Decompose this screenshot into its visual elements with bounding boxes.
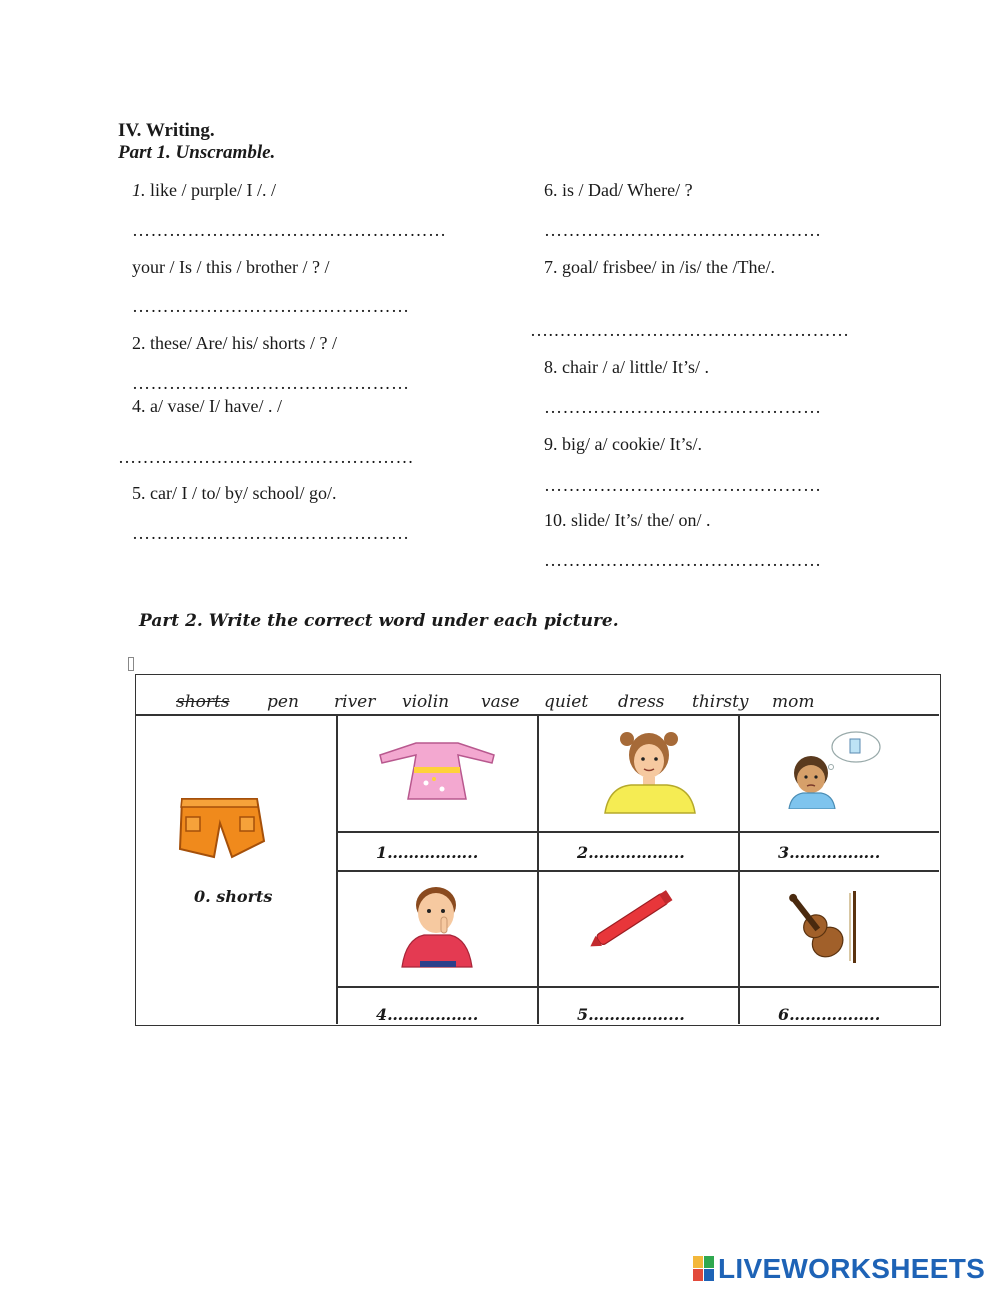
- table-move-handle[interactable]: [128, 657, 134, 671]
- answer-4[interactable]: 4……………..: [376, 1005, 479, 1024]
- question-1: 1. like / purple/ I /. /: [132, 180, 276, 200]
- question-9: 9. big/ a/ cookie/ It’s/.: [544, 434, 702, 454]
- answer-6[interactable]: 6……………..: [778, 1005, 881, 1024]
- word-bank-thirsty: thirsty: [692, 692, 749, 712]
- table-line: [336, 986, 939, 988]
- table-line: [336, 714, 338, 1024]
- word-bank-pen: pen: [267, 692, 299, 712]
- logo-text: LIVEWORKSHEETS: [718, 1253, 986, 1284]
- table-line: [738, 714, 740, 1024]
- dress-image: [376, 737, 498, 805]
- word-bank-dress: dress: [618, 692, 665, 712]
- answer-line-1b[interactable]: ………………………………………: [132, 296, 410, 316]
- answer-line-9[interactable]: ………………………………………: [544, 475, 822, 495]
- question-4: 4. a/ vase/ I/ have/ . /: [132, 396, 282, 416]
- answer-line-4[interactable]: …………………………………………: [118, 447, 414, 467]
- word-bank-mom: mom: [772, 692, 815, 712]
- part1-title: Part 1. Unscramble.: [118, 142, 276, 163]
- word-bank-shorts: shorts: [176, 692, 230, 712]
- answer-line-2[interactable]: ………………………………………: [132, 373, 410, 393]
- question-8: 8. chair / a/ little/ It’s/ .: [544, 357, 709, 377]
- section-title: IV. Writing.: [118, 120, 215, 141]
- answer-line-8[interactable]: ………………………………………: [544, 397, 822, 417]
- answer-2[interactable]: 2……………...: [577, 843, 685, 862]
- girl-image: [601, 729, 699, 815]
- answer-3[interactable]: 3……………..: [778, 843, 881, 862]
- answer-5[interactable]: 5……………...: [577, 1005, 685, 1024]
- example-answer: 0. shorts: [194, 887, 273, 906]
- question-2: 2. these/ Are/ his/ shorts / ? /: [132, 333, 337, 353]
- answer-line-10[interactable]: ………………………………………: [544, 550, 822, 570]
- shorts-image: [172, 793, 267, 863]
- thirsty-boy-image: [781, 727, 885, 809]
- question-7: 7. goal/ frisbee/ in /is/ the /The/.: [544, 257, 775, 277]
- part2-title: Part 2. Write the correct word under each picture.: [139, 611, 619, 631]
- question-6: 6. is / Dad/ Where/ ?: [544, 180, 693, 200]
- word-bank-river: river: [334, 692, 376, 712]
- answer-1[interactable]: 1……………..: [376, 843, 479, 862]
- answer-line-1[interactable]: ……………………………………………: [132, 220, 447, 240]
- liveworksheets-logo[interactable]: [693, 1253, 985, 1285]
- word-bank-violin: violin: [402, 692, 450, 712]
- table-line: [336, 870, 939, 872]
- picture-table: [135, 674, 941, 1026]
- answer-line-5[interactable]: ………………………………………: [132, 523, 410, 543]
- word-bank-quiet: quiet: [544, 692, 589, 712]
- question-1b: your / Is / this / brother / ? /: [132, 257, 330, 277]
- question-10: 10. slide/ It’s/ the/ on/ .: [544, 510, 711, 530]
- table-line: [336, 831, 939, 833]
- table-line: [537, 714, 539, 1024]
- word-bank-vase: vase: [481, 692, 520, 712]
- violin-image: [781, 885, 867, 967]
- quiet-boy-image: [398, 883, 478, 969]
- logo-icon: [693, 1256, 715, 1282]
- answer-line-7[interactable]: ….…………………………………………: [530, 320, 850, 340]
- answer-line-6[interactable]: ………………………………………: [544, 220, 822, 240]
- question-5: 5. car/ I / to/ by/ school/ go/.: [132, 483, 337, 503]
- pen-image: [582, 885, 686, 951]
